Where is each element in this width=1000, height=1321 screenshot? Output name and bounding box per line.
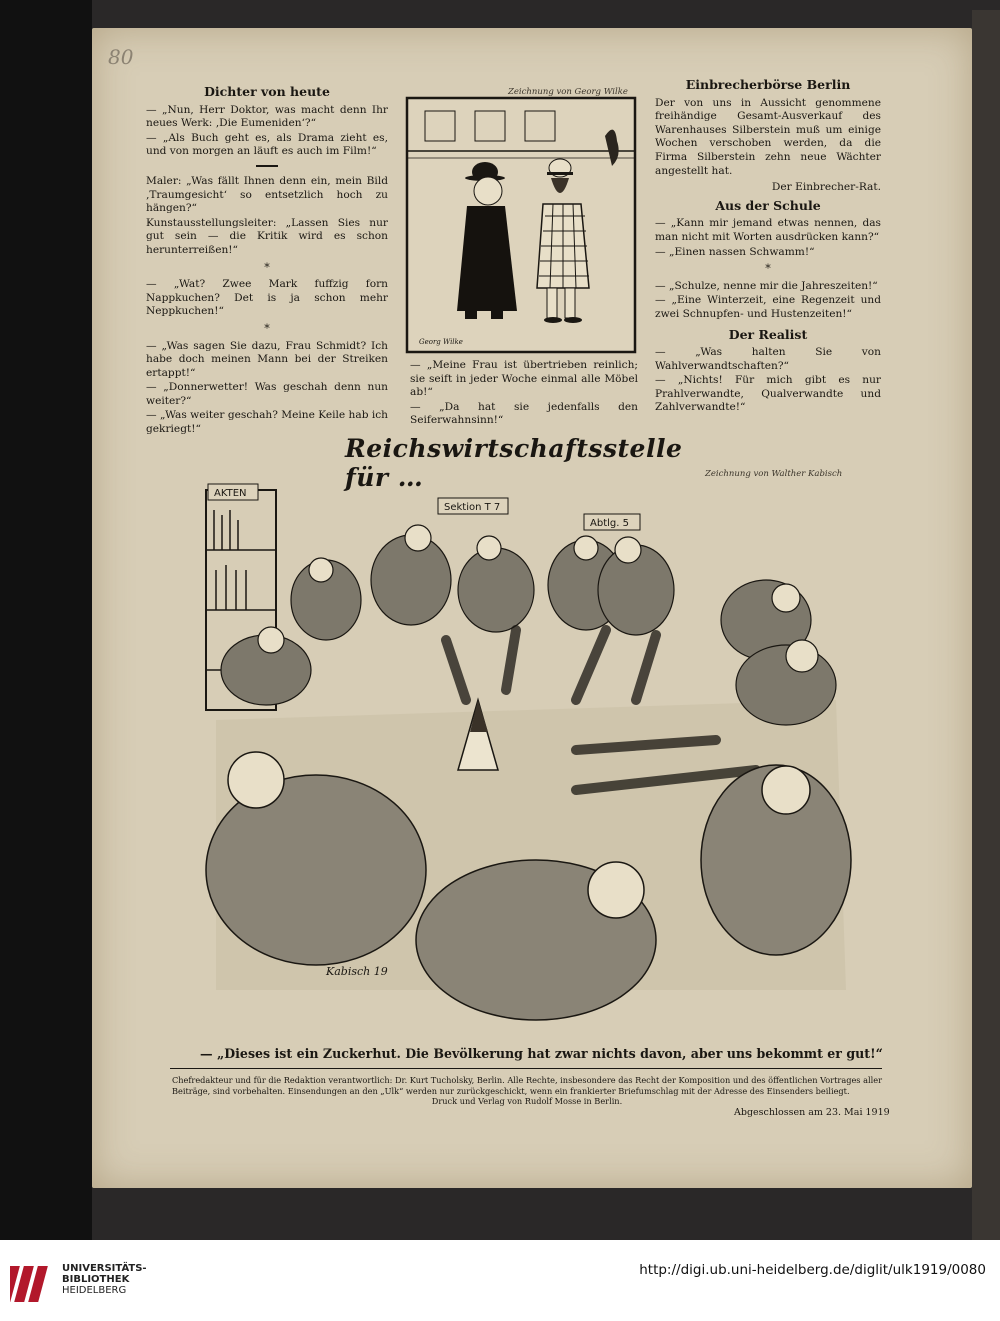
cartoon-officials-illustration	[196, 470, 856, 1030]
joke-line: Kunstausstellungsleiter: „Lassen Sies nur gut sein — die Kritik wird es schon herunterreißen!“	[146, 216, 388, 256]
sektion-sign: Sektion T 7	[444, 502, 501, 513]
section-title-schule: Aus der Schule	[715, 197, 821, 213]
scanner-left-margin	[0, 0, 92, 1240]
wilke-signature: Georg Wilke	[419, 338, 463, 346]
joke-line: — „Als Buch geht es, als Drama zieht es, und von morgen an läuft es auch im Film!“	[146, 131, 388, 158]
drawing-credit-top: Zeichnung von Georg Wilke	[508, 87, 628, 97]
drawing-credit-bottom: Zeichnung von Walther Kabisch	[705, 469, 843, 479]
joke-line: — „Meine Frau ist übertrieben reinlich; sie seift in jeder Woche einmal alle Möbel ab!“	[410, 359, 638, 399]
star-separator: *	[765, 262, 771, 276]
star-separator: *	[264, 321, 270, 335]
kabisch-signature: Kabisch 19	[326, 965, 388, 978]
middle-caption	[410, 359, 638, 429]
closing-date: Abgeschlossen am 23. Mai 1919	[734, 1107, 890, 1118]
joke-line: — „Wat? Zwee Mark fuffzig forn Nappkuchen? Det is ja schon mehr Neppkuchen!“	[146, 278, 388, 318]
scanner-right-margin	[972, 10, 1000, 1240]
main-caption: — „Dieses ist ein Zuckerhut. Die Bevölkerung hat zwar nichts davon, aber uns bekommt er gut!“	[200, 1046, 883, 1061]
joke-line: — „Was sagen Sie dazu, Frau Schmidt? Ich habe doch meinen Mann bei der Streiken ertappt!“	[146, 339, 388, 379]
source-url-link[interactable]: http://digi.ub.uni-heidelberg.de/diglit/ulk1919/0080	[639, 1262, 986, 1278]
joke-line: — „Kann mir jemand etwas nennen, das man nicht mit Worten ausdrücken kann?“	[655, 217, 881, 243]
joke-line: Maler: „Was fällt Ihnen denn ein, mein Bild ‚Traumgesicht‘ so entsetzlich hoch zu hängen?“	[146, 174, 388, 215]
joke-line: — „Donnerwetter! Was geschah denn nun weiter?“	[146, 381, 388, 407]
imprint-printer: Druck und Verlag von Rudolf Mosse in Berlin.	[431, 1096, 623, 1107]
imprint-text: Chefredakteur und für die Redaktion verantwortlich: Dr. Kurt Tucholsky, Berlin. Alle Rechte, insbesondere das Recht der Komposition und des öffentlichen Vortrages aller Beiträge, sind vorbehalten. Einsendungen an den „Ulk“ werden nur zurückgeschickt, wenn ein frankierter Briefumschlag mit der Adresse des Einsenders beiliegt.	[172, 1075, 882, 1096]
imprint-rule	[170, 1068, 882, 1069]
joke-line: — „Nichts! Für mich gibt es nur Prahlverwandte, Qualverwandte und Zahlverwandte!“	[655, 374, 881, 414]
joke-line: — „Nun, Herr Doktor, was macht denn Ihr neues Werk: ‚Die Eumeniden‘?“	[146, 103, 388, 130]
joke-line: — „Da hat sie jedenfalls den Seiferwahnsinn!“	[410, 400, 638, 427]
divider	[256, 165, 278, 167]
page-number: 80	[108, 45, 134, 69]
joke-line: — „Was weiter geschah? Meine Keile hab ich gekriegt!“	[146, 409, 388, 436]
akten-sign: AKTEN	[214, 488, 247, 499]
right-column	[655, 78, 881, 416]
section-title-realist: Der Realist	[728, 326, 808, 342]
cartoon-title: Reichswirtschaftsstelle für …	[345, 434, 683, 492]
signature-line: Der Einbrecher-Rat.	[771, 181, 881, 194]
two-men-illustration	[405, 96, 637, 354]
joke-line: — „Was halten Sie von Wahlverwandtschaften?“	[655, 346, 881, 372]
joke-line: — „Schulze, nenne mir die Jahreszeiten!“	[655, 279, 878, 292]
section-title-dichter: Dichter von heute	[204, 84, 330, 99]
abteilung-sign: Abtlg. 5	[590, 518, 629, 529]
article-text: Der von uns in Aussicht genommene freihändige Gesamt-Ausverkauf des Warenhauses Silberstein muß um einige Wochen verschoben werden, da die Firma Silberstein zehn neue Wächter angestellt hat.	[655, 96, 881, 177]
star-separator: *	[264, 260, 270, 274]
section-title-einbrecher: Einbrecherbörse Berlin	[685, 77, 851, 92]
joke-line: — „Eine Winterzeit, eine Regenzeit und zwei Schnupfen- und Hustenzeiten!“	[655, 294, 881, 320]
library-name: UNIVERSITÄTS- BIBLIOTHEK HEIDELBERG	[62, 1263, 147, 1296]
left-column	[146, 85, 388, 438]
imprint	[172, 1075, 882, 1107]
joke-line: — „Einen nassen Schwamm!“	[655, 245, 815, 258]
